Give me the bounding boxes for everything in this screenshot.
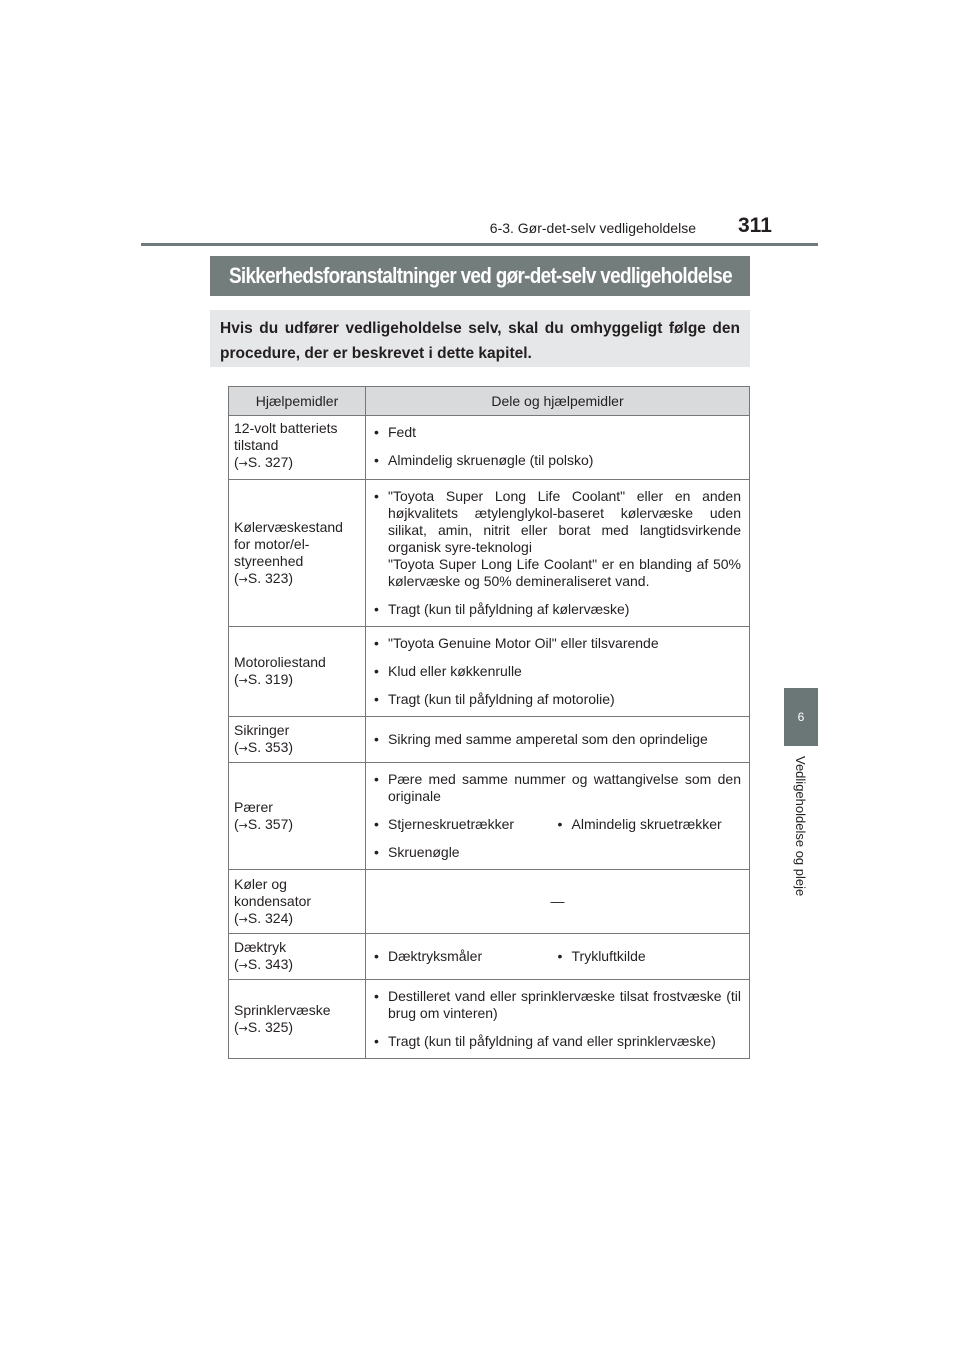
page-reference[interactable]: (→S. 357) (234, 815, 294, 832)
page-reference-text: S. 319 (247, 671, 289, 687)
column-header: Dele og hjælpemidler (366, 387, 750, 416)
row-label-cell (229, 717, 366, 763)
row-label: Køler og kondensator (234, 875, 312, 909)
list-item-text: "Toyota Super Long Life Coolant" eller en anden højkvalitets ætylenglykol-baseret kølervæske uden silikat, amin, nitrit eller borat med langtidsvirkende organisk syre-teknologi (388, 488, 741, 555)
table-row (229, 980, 750, 1059)
parts-table (228, 386, 750, 1059)
arrow-right-icon: → (238, 818, 248, 832)
table-row (229, 763, 750, 870)
list-item (374, 488, 741, 590)
list-item: • Klud eller køkkenrulle (374, 663, 741, 680)
list-item-pair (374, 816, 741, 833)
list-item: • Sikring med samme amperetal som den oprindelige (374, 731, 741, 748)
row-label: 12-volt batteriets tilstand (234, 420, 338, 453)
list-item: • "Toyota Genuine Motor Oil" eller tilsvarende (374, 635, 741, 652)
list-item: • Tragt (kun til påfyldning af motorolie) (374, 691, 741, 708)
arrow-right-icon: → (238, 1021, 248, 1035)
row-label-cell (229, 980, 366, 1059)
arrow-right-icon: → (238, 912, 248, 926)
list-item: • Skruenøgle (374, 844, 741, 861)
row-label-cell (229, 416, 366, 480)
page-reference[interactable]: (→S. 325) (234, 1018, 294, 1035)
arrow-right-icon: → (238, 742, 248, 755)
row-items-cell (366, 480, 750, 627)
chapter-tab: 6 (784, 688, 818, 746)
page-reference-text: S. 324 (247, 909, 289, 926)
table-row (229, 934, 750, 980)
header-divider (141, 243, 818, 246)
row-label: Pærer (234, 798, 273, 815)
row-label-cell (229, 763, 366, 870)
empty-value-dash: — (550, 893, 565, 909)
page-reference[interactable]: (→S. 319) (234, 671, 294, 687)
table-row (229, 627, 750, 717)
list-item: • Trykluftkilde (558, 948, 742, 965)
page-reference-text: S. 327 (247, 454, 289, 470)
row-items-cell (366, 717, 750, 763)
row-label-cell (229, 627, 366, 717)
row-label: Dæktryk (234, 939, 287, 955)
list-item: • Pære med samme nummer og wattangivelse som den originale (374, 771, 741, 805)
page-reference-text: S. 323 (247, 569, 289, 586)
arrow-right-icon: → (238, 674, 248, 687)
list-item-note: "Toyota Super Long Life Coolant" er en blanding af 50% kølervæske og 50% demineraliseret vand. (388, 556, 741, 589)
row-label: Sprinklervæske (234, 1001, 331, 1018)
table-row (229, 480, 750, 627)
row-items-cell (366, 870, 750, 934)
row-label: Sikringer (234, 722, 290, 738)
chapter-title: Vedligeholdelse og pleje (793, 756, 808, 897)
list-item: • Fedt (374, 424, 741, 441)
section-title-bar (210, 256, 750, 296)
row-items-cell (366, 934, 750, 980)
page-reference[interactable]: (→S. 324) (234, 909, 294, 926)
table-row (229, 416, 750, 480)
list-item: • Tragt (kun til påfyldning af vand eller sprinklervæske) (374, 1033, 741, 1050)
intro-text: Hvis du udfører vedligeholdelse selv, skal du omhyggeligt følge den procedure, der er beskrevet i dette kapitel. (220, 320, 740, 362)
page-reference-text: S. 343 (247, 956, 289, 972)
page-reference-text: S. 325 (247, 1018, 289, 1035)
list-item: • Stjerneskruetrækker (374, 816, 558, 833)
list-item: • Dæktryksmåler (374, 948, 558, 965)
column-header: Hjælpemidler (229, 387, 366, 416)
row-label-cell (229, 480, 366, 627)
row-items-cell (366, 627, 750, 717)
row-items-cell (366, 980, 750, 1059)
page-number: 311 (738, 214, 772, 237)
row-items-cell (366, 416, 750, 480)
row-items-cell (366, 763, 750, 870)
list-item: • Destilleret vand eller sprinklervæske tilsat frostvæske (til brug om vinteren) (374, 988, 741, 1022)
row-label: Kølervæskestand for motor/el-styreenhed (234, 518, 343, 569)
section-header: 6-3. Gør-det-selv vedligeholdelse (489, 220, 696, 236)
table-row (229, 717, 750, 763)
page-reference-text: S. 353 (247, 739, 289, 755)
arrow-right-icon: → (238, 959, 248, 972)
arrow-right-icon: → (238, 572, 248, 586)
section-title: Sikkerhedsforanstaltninger ved gør-det-selv vedligeholdelse (228, 263, 732, 288)
list-item: • Almindelig skruetrækker (558, 816, 742, 833)
table-header-row (229, 387, 750, 416)
row-label-cell (229, 934, 366, 980)
table-row (229, 870, 750, 934)
row-label: Motoroliestand (234, 654, 326, 670)
intro-box (210, 310, 750, 367)
row-label-cell (229, 870, 366, 934)
list-item: • Tragt (kun til påfyldning af kølervæske) (374, 601, 741, 618)
page-reference[interactable]: (→S. 327) (234, 454, 294, 470)
list-item: • Almindelig skruenøgle (til polsko) (374, 452, 741, 469)
list-item-pair (374, 948, 741, 965)
page-reference[interactable]: (→S. 353) (234, 739, 294, 755)
page-reference-text: S. 357 (247, 815, 289, 832)
page-reference[interactable]: (→S. 343) (234, 956, 294, 972)
page-reference[interactable]: (→S. 323) (234, 569, 294, 586)
arrow-right-icon: → (238, 457, 248, 470)
